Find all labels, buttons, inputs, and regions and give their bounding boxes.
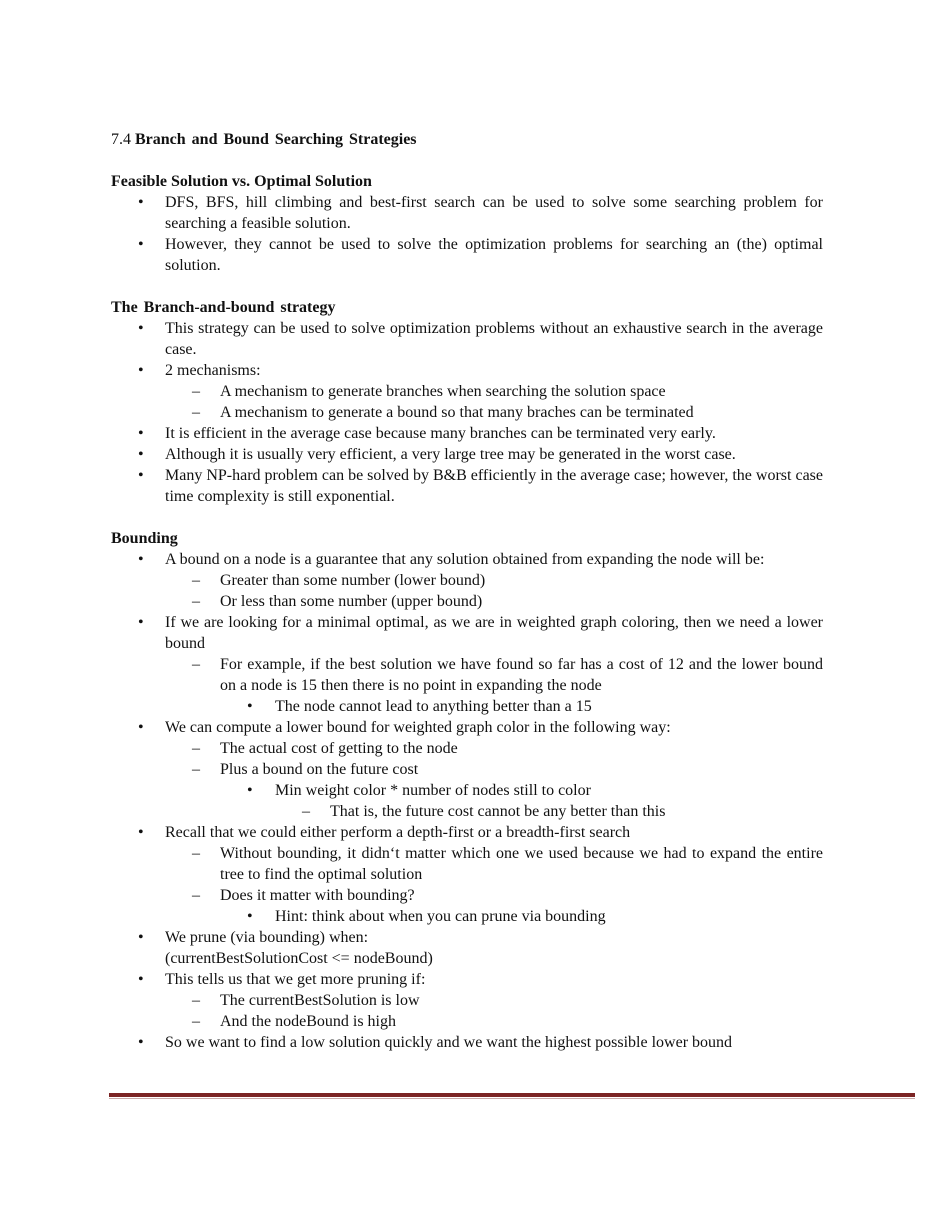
sublist [165, 654, 823, 717]
sublist [275, 801, 823, 822]
list-item: • It is efficient in the average case because many branches can be terminated very early. [111, 423, 823, 444]
list-item: • A bound on a node is a guarantee that any solution obtained from expanding the node will be: – Greater than some number (lower bound) – Or less than some number (upper bound) [111, 549, 823, 612]
list-item: • DFS, BFS, hill climbing and best-first search can be used to solve some searching problem for searching a feasible solution. [111, 192, 823, 234]
list-item: • 2 mechanisms: – A mechanism to generate branches when searching the solution space – A mechanism to generate a bound so that many braches can be terminated [111, 360, 823, 423]
subsection-title-feasible: Feasible Solution vs. Optimal Solution [111, 173, 372, 190]
list-item: • We prune (via bounding) when: (currentBestSolutionCost <= nodeBound) [111, 927, 823, 969]
sublist [220, 696, 823, 717]
list-item: • Min weight color * number of nodes still to color – That is, the future cost cannot be any better than this [220, 780, 823, 822]
list-item: – A mechanism to generate a bound so that many braches can be terminated [165, 402, 823, 423]
list-item: – A mechanism to generate branches when searching the solution space [165, 381, 823, 402]
sublist [165, 738, 823, 822]
list-item: • We can compute a lower bound for weighted graph color in the following way: – The actual cost of getting to the node – Plus a bound on the future cost • Min weight color * number of nodes still to color – That is, the future cost cannot be any better than this [111, 717, 823, 822]
list-item: • Hint: think about when you can prune via bounding [220, 906, 823, 927]
list-item: – Plus a bound on the future cost • Min weight color * number of nodes still to color – That is, the future cost cannot be any better than this [165, 759, 823, 822]
list-item: – And the nodeBound is high [165, 1011, 823, 1032]
list-item: – Or less than some number (upper bound) [165, 591, 823, 612]
section-number: 7.4 [111, 131, 131, 148]
sublist [220, 906, 823, 927]
list-item: – That is, the future cost cannot be any better than this [275, 801, 823, 822]
mechanism-sublist [165, 381, 823, 423]
list-item: • Recall that we could either perform a depth-first or a breadth-first search – Without bounding, it didn‘t matter which one we used because we had to expand the entire tree to find the optimal solution – Does it matter with bounding? • Hint: think about when you can prune via bounding [111, 822, 823, 927]
footer-rule [109, 1093, 915, 1097]
list-item: • This tells us that we get more pruning if: – The currentBestSolution is low – And the nodeBound is high [111, 969, 823, 1032]
list-item: – Greater than some number (lower bound) [165, 570, 823, 591]
list-item: • So we want to find a low solution quickly and we want the highest possible lower bound [111, 1032, 823, 1053]
footer-rule-thin [109, 1098, 915, 1099]
sublist [165, 990, 823, 1032]
list-item: • However, they cannot be used to solve the optimization problems for searching an (the) optimal solution. [111, 234, 823, 276]
list-item: – Does it matter with bounding? • Hint: think about when you can prune via bounding [165, 885, 823, 927]
sublist [165, 843, 823, 927]
list-item: • The node cannot lead to anything better than a 15 [220, 696, 823, 717]
list-item: • Although it is usually very efficient, a very large tree may be generated in the worst case. [111, 444, 823, 465]
bounding-bullet-list [111, 549, 823, 1053]
sublist [165, 570, 823, 612]
feasible-bullet-list [111, 192, 823, 276]
list-item: • This strategy can be used to solve optimization problems without an exhaustive search in the average case. [111, 318, 823, 360]
list-item: – The actual cost of getting to the node [165, 738, 823, 759]
section-title: Branch and Bound Searching Strategies [135, 131, 417, 148]
section-heading [111, 129, 823, 150]
list-item: – For example, if the best solution we have found so far has a cost of 12 and the lower bound on a node is 15 then there is no point in expanding the node • The node cannot lead to anything better than a 15 [165, 654, 823, 717]
strategy-bullet-list [111, 318, 823, 507]
page-content [111, 129, 823, 1053]
list-item: • If we are looking for a minimal optimal, as we are in weighted graph coloring, then we need a lower bound – For example, if the best solution we have found so far has a cost of 12 and the lower bound on a node is 15 then there is no point in expanding the node • The node cannot lead to anything better than a 15 [111, 612, 823, 717]
list-item: – Without bounding, it didn‘t matter which one we used because we had to expand the entire tree to find the optimal solution [165, 843, 823, 885]
subsection-title-bounding: Bounding [111, 530, 178, 547]
list-item: – The currentBestSolution is low [165, 990, 823, 1011]
subsection-title-strategy: The Branch-and-bound strategy [111, 299, 336, 316]
sublist [220, 780, 823, 822]
list-item: • Many NP-hard problem can be solved by B&B efficiently in the average case; however, the worst case time complexity is still exponential. [111, 465, 823, 507]
